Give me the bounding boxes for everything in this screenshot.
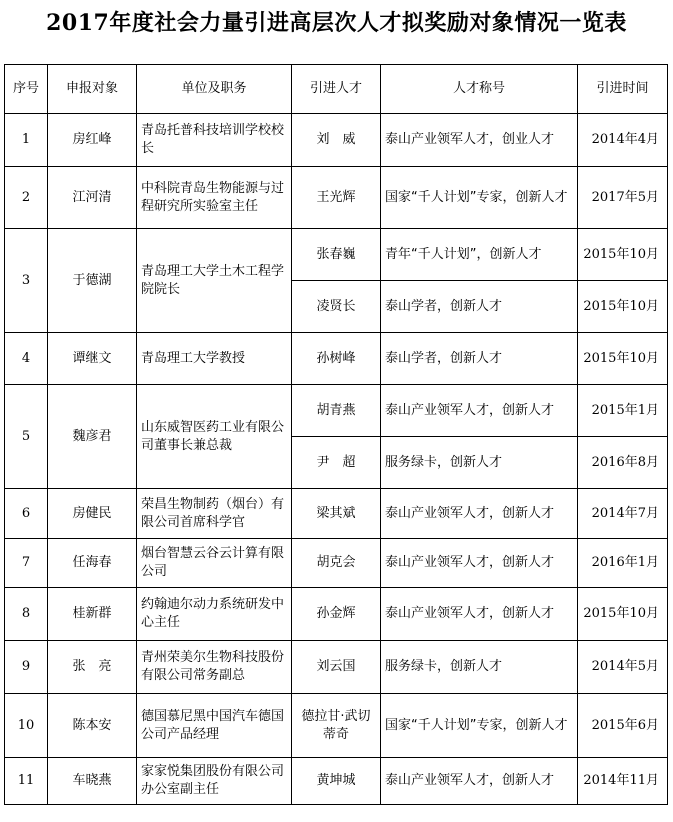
talent-name: 孙树峰 [292, 333, 381, 385]
intro-date: 2014年11月 [578, 758, 668, 805]
intro-date: 2015年10月 [578, 229, 668, 281]
talent-honor: 泰山学者，创新人才 [381, 333, 578, 385]
talent-name: 梁其斌 [292, 489, 381, 539]
talent-honor: 泰山产业领军人才，创新人才 [381, 385, 578, 437]
applicant-name: 江河清 [48, 167, 137, 229]
intro-date: 2014年4月 [578, 114, 668, 167]
table-row [5, 758, 668, 805]
page-title: 2017年度社会力量引进高层次人才拟奖励对象情况一览表 [46, 10, 627, 36]
talent-honor: 泰山学者，创新人才 [381, 281, 578, 333]
talent-honor: 泰山产业领军人才，创新人才 [381, 588, 578, 641]
table-row [5, 229, 668, 281]
applicant-name: 张 亮 [48, 641, 137, 694]
talent-honor: 服务绿卡，创新人才 [381, 437, 578, 489]
talent-honor: 国家“千人计划”专家，创新人才 [381, 694, 578, 758]
table-row [5, 588, 668, 641]
row-number: 3 [5, 229, 48, 333]
header-row [5, 65, 668, 114]
applicant-name: 房健民 [48, 489, 137, 539]
talent-honor: 国家“千人计划”专家，创新人才 [381, 167, 578, 229]
intro-date: 2017年5月 [578, 167, 668, 229]
talent-name: 刘云国 [292, 641, 381, 694]
unit-position: 青岛理工大学教授 [137, 333, 292, 385]
talent-name: 胡青燕 [292, 385, 381, 437]
intro-date: 2015年10月 [578, 281, 668, 333]
talent-name: 王光辉 [292, 167, 381, 229]
table-row [5, 489, 668, 539]
talent-name: 凌贤长 [292, 281, 381, 333]
row-number: 5 [5, 385, 48, 489]
row-number: 1 [5, 114, 48, 167]
table-row [5, 333, 668, 385]
talent-honor: 青年“千人计划”，创新人才 [381, 229, 578, 281]
talent-honor: 泰山产业领军人才，创新人才 [381, 758, 578, 805]
row-number: 8 [5, 588, 48, 641]
applicant-name: 房红峰 [48, 114, 137, 167]
intro-date: 2014年5月 [578, 641, 668, 694]
talent-name: 胡克会 [292, 539, 381, 588]
table-row [5, 539, 668, 588]
intro-date: 2015年6月 [578, 694, 668, 758]
unit-position: 家家悦集团股份有限公司办公室副主任 [137, 758, 292, 805]
header-cell-applicant: 申报对象 [48, 65, 137, 114]
table-row [5, 114, 668, 167]
intro-date: 2016年8月 [578, 437, 668, 489]
intro-date: 2014年7月 [578, 489, 668, 539]
unit-position: 青岛理工大学土木工程学院院长 [137, 229, 292, 333]
table-row [5, 641, 668, 694]
unit-position: 青岛托普科技培训学校校长 [137, 114, 292, 167]
intro-date: 2015年10月 [578, 333, 668, 385]
talent-name: 尹 超 [292, 437, 381, 489]
talent-name: 黄坤城 [292, 758, 381, 805]
applicant-name: 魏彦君 [48, 385, 137, 489]
talent-name: 德拉甘·武切蒂奇 [292, 694, 381, 758]
unit-position: 山东威智医药工业有限公司董事长兼总裁 [137, 385, 292, 489]
header-cell-no: 序号 [5, 65, 48, 114]
table-row [5, 385, 668, 437]
talent-honor: 服务绿卡，创新人才 [381, 641, 578, 694]
talent-honor: 泰山产业领军人才，创新人才 [381, 489, 578, 539]
talent-honor: 泰山产业领军人才，创新人才 [381, 539, 578, 588]
row-number: 6 [5, 489, 48, 539]
intro-date: 2016年1月 [578, 539, 668, 588]
intro-date: 2015年1月 [578, 385, 668, 437]
applicant-name: 于德湖 [48, 229, 137, 333]
unit-position: 烟台智慧云谷云计算有限公司 [137, 539, 292, 588]
unit-position: 青州荣美尔生物科技股份有限公司常务副总 [137, 641, 292, 694]
unit-position: 德国慕尼黑中国汽车德国公司产品经理 [137, 694, 292, 758]
unit-position: 中科院青岛生物能源与过程研究所实验室主任 [137, 167, 292, 229]
unit-position: 约翰迪尔动力系统研发中心主任 [137, 588, 292, 641]
applicant-name: 任海春 [48, 539, 137, 588]
table-row [5, 167, 668, 229]
row-number: 7 [5, 539, 48, 588]
unit-position: 荣昌生物制药（烟台）有限公司首席科学官 [137, 489, 292, 539]
applicant-name: 陈本安 [48, 694, 137, 758]
applicant-name: 车晓燕 [48, 758, 137, 805]
header-cell-unit: 单位及职务 [137, 65, 292, 114]
row-number: 10 [5, 694, 48, 758]
intro-date: 2015年10月 [578, 588, 668, 641]
header-cell-honor: 人才称号 [381, 65, 578, 114]
row-number: 11 [5, 758, 48, 805]
talent-name: 张春巍 [292, 229, 381, 281]
applicant-name: 桂新群 [48, 588, 137, 641]
talent-table [4, 64, 668, 805]
talent-name: 刘 威 [292, 114, 381, 167]
row-number: 2 [5, 167, 48, 229]
talent-honor: 泰山产业领军人才，创业人才 [381, 114, 578, 167]
header-cell-talent: 引进人才 [292, 65, 381, 114]
table-row [5, 694, 668, 758]
row-number: 4 [5, 333, 48, 385]
row-number: 9 [5, 641, 48, 694]
header-cell-date: 引进时间 [578, 65, 668, 114]
applicant-name: 谭继文 [48, 333, 137, 385]
talent-name: 孙金辉 [292, 588, 381, 641]
